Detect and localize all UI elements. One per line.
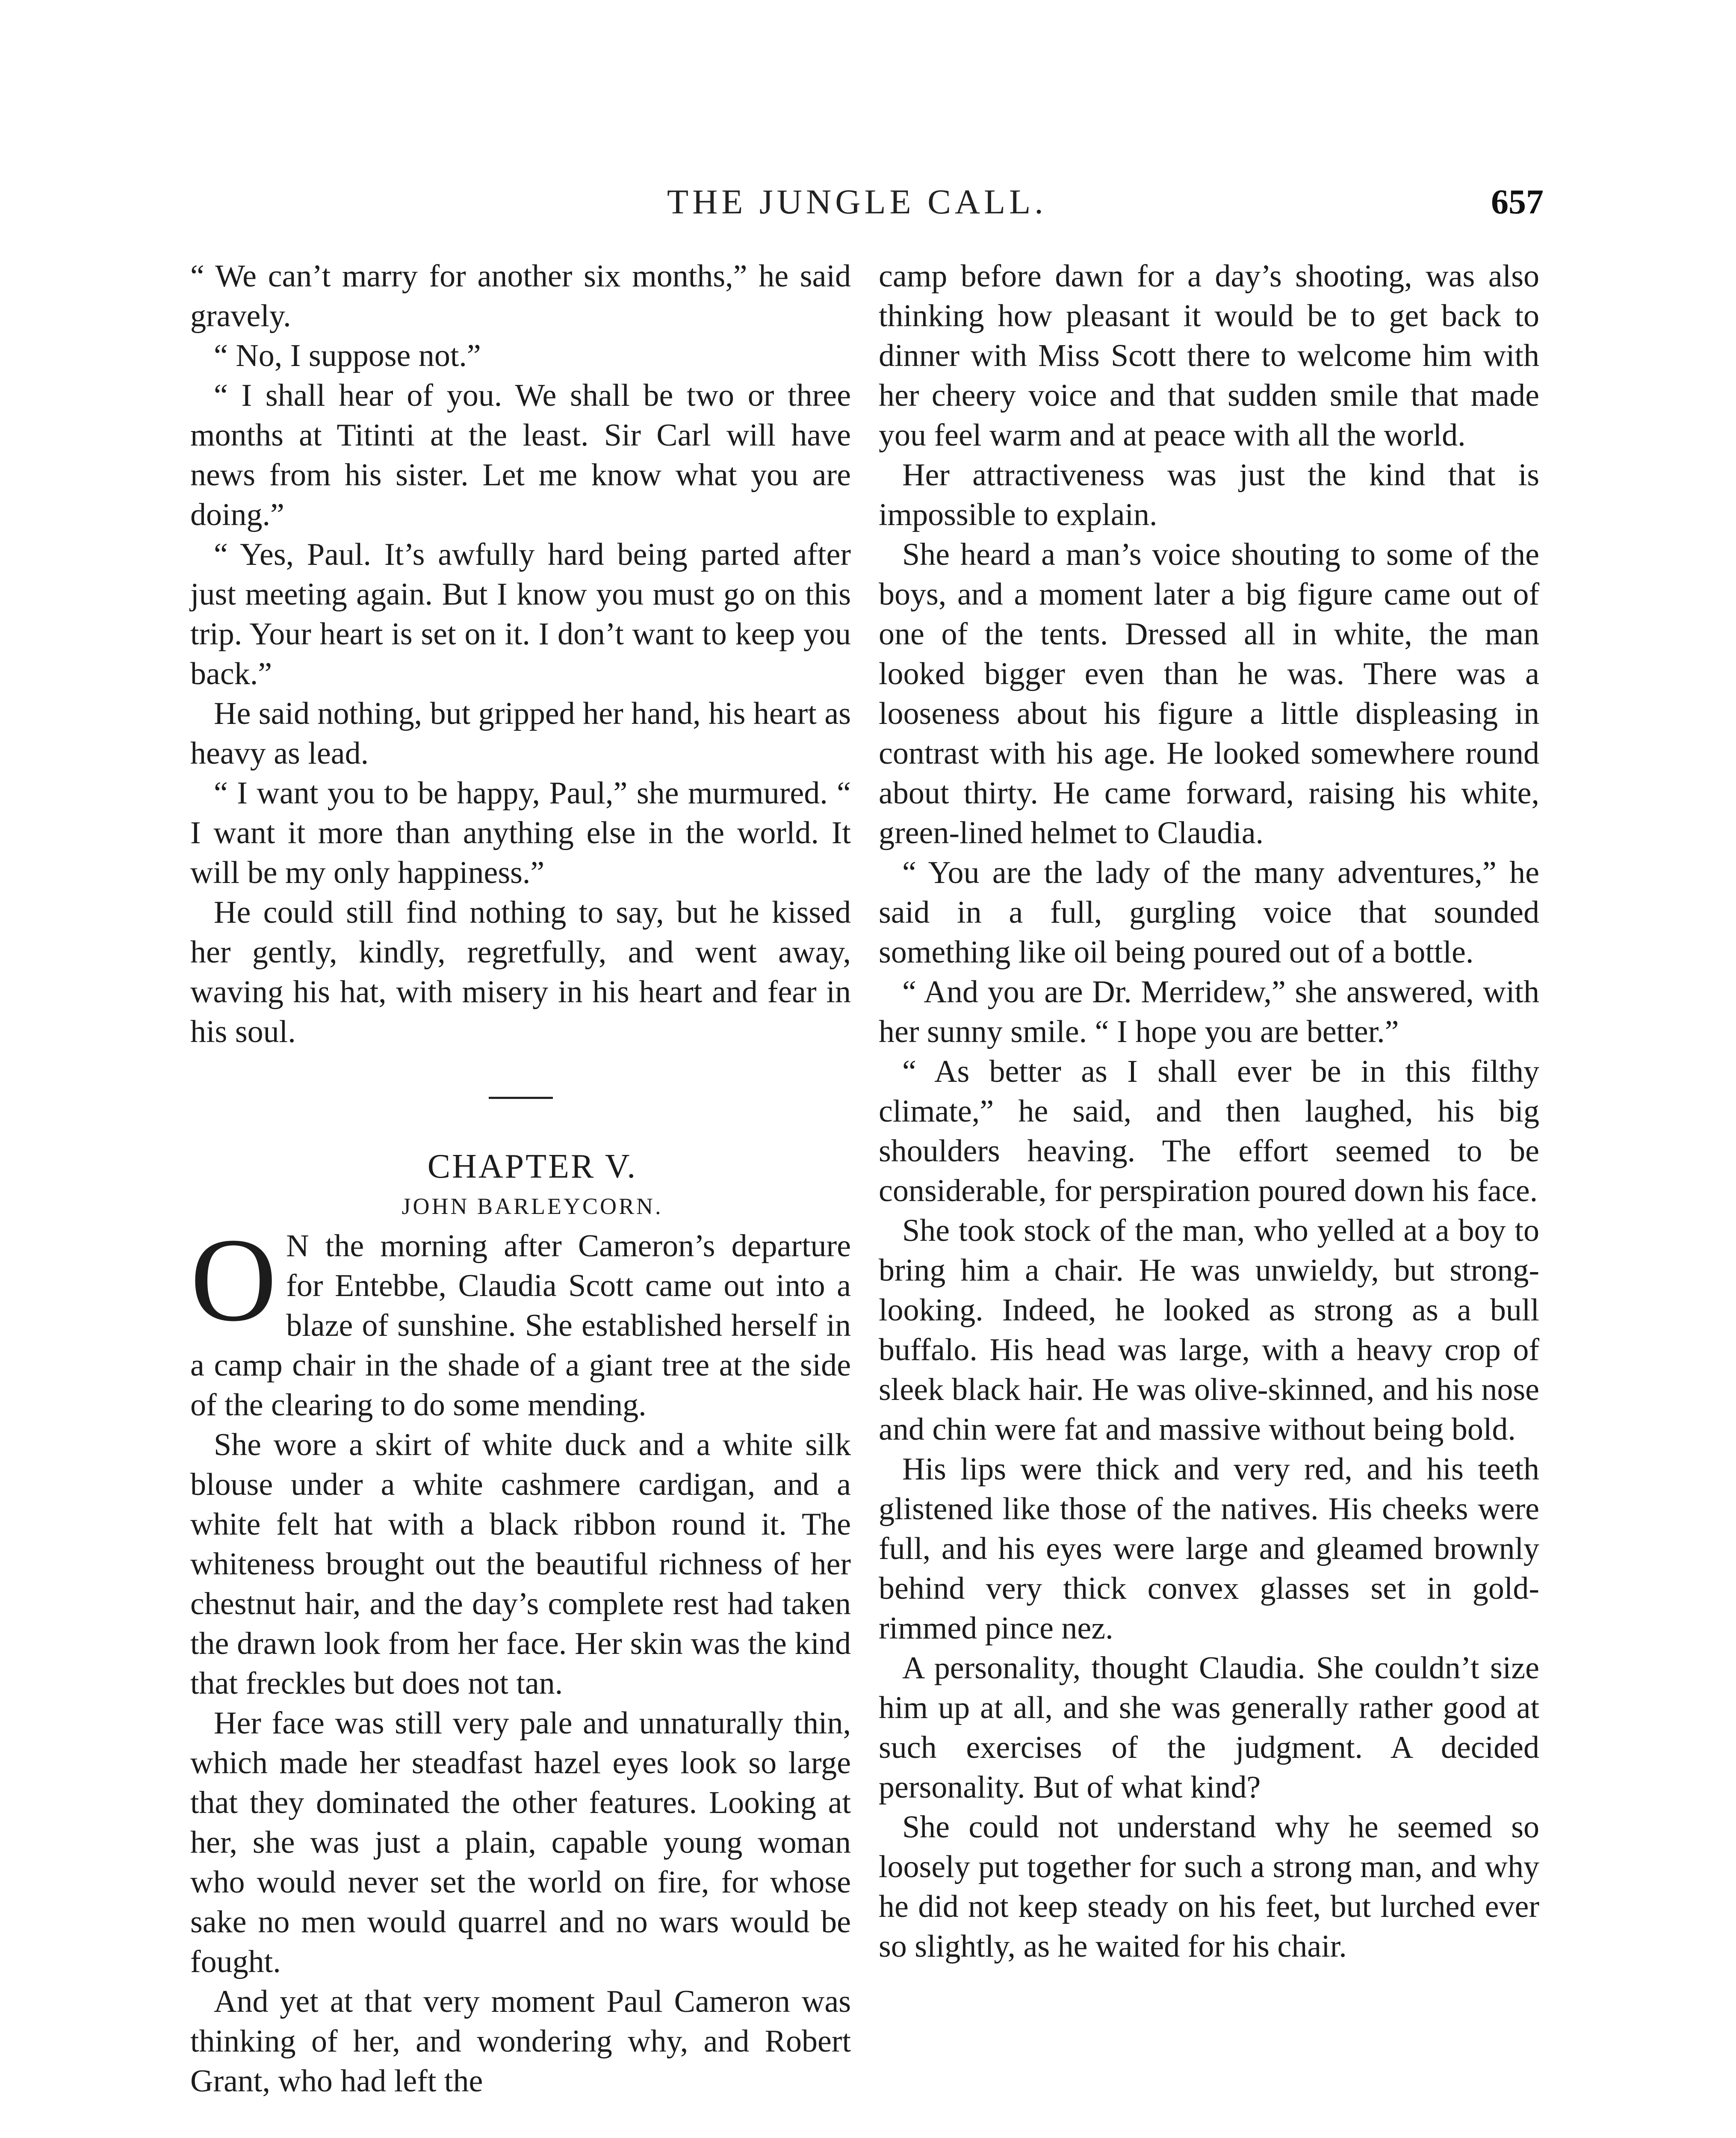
paragraph: She took stock of the man, who yelled at a boy to bring him a chair. He was unwieldy, but strong-looking. Indeed, he looked as strong as a bull buffalo. His head was large, with a heavy crop of sleek black hair. He was olive-skinned, and his nose and chin were fat and massive without being bold.: [879, 1213, 1539, 1447]
chapter-title: CHAPTER V.: [427, 1148, 638, 1185]
opening-paragraph: [190, 1213, 851, 1425]
paragraph: She could not understand why he seemed so loosely put together for such a strong man, and why he did not keep steady on his feet, but lurched ever so slightly, as he waited for his chair.: [879, 1810, 1539, 1964]
paragraph: Her attractiveness was just the kind that is impossible to explain.: [879, 458, 1539, 532]
paragraph: Her face was still very pale and unnaturally thin, which made her steadfast hazel eyes look so large that they dominated the other features. Looking at her, she was just a plain, capable young woman who would never set the world on fire, for whose sake no men would quarrel and no wars would be fought.: [190, 1706, 851, 1979]
paragraph-continuation: camp before dawn for a day’s shooting, was also thinking how pleasant it would be to get back to dinner with Miss Scott there to welcome him with her cheery voice and that sudden smile that made you feel warm and at peace with all the world.: [879, 259, 1539, 453]
paragraph: “ We can’t marry for another six months,” he said gravely.: [190, 259, 851, 334]
section-divider: [489, 1097, 553, 1099]
page-number: 657: [1491, 182, 1544, 221]
paragraph: She wore a skirt of white duck and a white silk blouse under a white cashmere cardigan, and a white felt hat with a black ribbon round it. The whiteness brought out the beautiful richness of her chestnut hair, and the day’s complete rest had taken the drawn look from her face. Her skin was the kind that freckles but does not tan.: [190, 1427, 851, 1701]
left-column: [190, 257, 851, 2101]
paragraph: A personality, thought Claudia. She couldn’t size him up at all, and she was generally rather good at such exercises of the judgment. A decided personality. But of what kind?: [879, 1651, 1539, 1805]
chapter-subtitle: JOHN BARLEYCORN.: [402, 1193, 663, 1219]
paragraph: “ Yes, Paul. It’s awfully hard being parted after just meeting again. But I know you must go on this trip. Your heart is set on it. I don’t want to keep you back.”: [190, 537, 851, 691]
right-column: [879, 257, 1539, 1967]
paragraph: “ No, I suppose not.”: [214, 338, 481, 373]
paragraph: He said nothing, but gripped her hand, his heart as heavy as lead.: [190, 696, 851, 771]
running-title: THE JUNGLE CALL.: [667, 182, 1047, 221]
paragraph: And yet at that very moment Paul Cameron was thinking of her, and wondering why, and Robert Grant, who had left the: [190, 1984, 851, 2099]
paragraph: “ And you are Dr. Merridew,” she answered, with her sunny smile. “ I hope you are better.”: [879, 975, 1539, 1049]
paragraph: “ As better as I shall ever be in this filthy climate,” he said, and then laughed, his big shoulders heaving. The effort seemed to be considerable, for perspiration poured down his face.: [879, 1054, 1539, 1208]
opening-paragraph-text: N the morning after Cameron’s departure for Entebbe, Claudia Scott came out into a blaze of sunshine. She established herself in a camp chair in the shade of a giant tree at the side of the clearing to do some mending.: [190, 1228, 851, 1423]
paragraph: “ I shall hear of you. We shall be two or three months at Titinti at the least. Sir Carl will have news from his sister. Let me know what you are doing.”: [190, 378, 851, 532]
paragraph: His lips were thick and very red, and his teeth glistened like those of the natives. His cheeks were full, and his eyes were large and gleamed brownly behind very thick convex glasses set in gold-rimmed pince nez.: [879, 1452, 1539, 1646]
drop-cap: O: [190, 1213, 277, 1346]
paragraph: He could still find nothing to say, but he kissed her gently, kindly, regretfully, and went away, waving his hat, with misery in his heart and fear in his soul.: [190, 895, 851, 1049]
paragraph: “ I want you to be happy, Paul,” she murmured. “ I want it more than anything else in the world. It will be my only happiness.”: [190, 776, 851, 890]
paragraph: “ You are the lady of the many adventures,” he said in a full, gurgling voice that sounded something like oil being poured out of a bottle.: [879, 855, 1539, 970]
paragraph: She heard a man’s voice shouting to some of the boys, and a moment later a big figure came out of one of the tents. Dressed all in white, the man looked bigger even than he was. There was a looseness about his figure a little displeasing in contrast with his age. He looked somewhere round about thirty. He came forward, raising his white, green-lined helmet to Claudia.: [879, 537, 1539, 850]
